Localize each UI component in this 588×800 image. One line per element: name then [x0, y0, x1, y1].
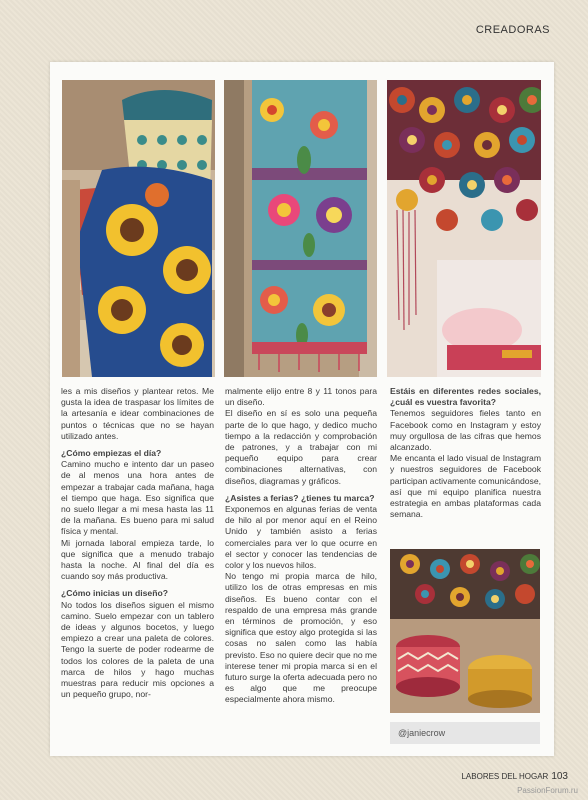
col2-paragraph-3: Exponemos en algunas ferias de venta de hilo al por menor aquí en el Reino Unido y también asisto a ferias comerciales para ver lo que ocurre en el sector y conocer las tendencias de color y los nuevos hilos.: [225, 504, 377, 571]
column-2: [225, 386, 377, 712]
col3-paragraph-1: Tenemos seguidores fieles tanto en Facebook como en Instagram y estoy muy orgullosa de las cifras que hemos alcanzado.: [390, 408, 541, 453]
column-3: [390, 386, 541, 526]
col1-heading-1: ¿Cómo empiezas el día?: [61, 448, 162, 459]
col1-heading-2: ¿Cómo inicias un diseño?: [61, 588, 168, 599]
col2-paragraph-4: No tengo mi propia marca de hilo, utilizo los de otras empresas en mis diseños. Es bueno contar con el respaldo de una empresa más grande en términos de promoción, y eso significa que estoy algo protegida si las cosas no salen como las había previsto. Eso no quiere decir que no me interese tener mi propia marca si en el futuro surge la oferta adecuada pero no es algo que me preocupe especialmente ahora mismo.: [225, 571, 377, 705]
col1-paragraph-4: No todos los diseños siguen el mismo camino. Suelo empezar con un tablero de ideas y algunos bocetos, y luego empiezo a crear una paleta de colores. Tengo la suerte de poder rodearme de todos los colores de la paleta de una marca de hilos y hago muchas muestras para reducir mis opciones a un pequeño grupo, nor-: [61, 599, 214, 700]
col3-heading-1: Estáis en diferentes redes sociales, ¿cuál es vuestra favorita?: [390, 386, 541, 408]
col1-paragraph-2: Camino mucho e intento dar un paseo de al menos una hora antes de empezar a trabajar cada mañana, haga el tiempo que haga. Eso significa que no suelo llegar a mi mesa hasta las 11 de la mañana. Es bueno para mi salud física y mental.: [61, 459, 214, 537]
col2-heading-1: ¿Asistes a ferias? ¿tienes tu marca?: [225, 492, 375, 503]
col1-paragraph-1: les a mis diseños y plantear retos. Me gusta la idea de traspasar los límites de la artesanía e idear combinaciones de puntos o técnicas que no se hayan utilizado antes.: [61, 386, 214, 441]
page-footer: [461, 771, 568, 782]
photo-sunflower-blanket: [62, 80, 215, 377]
watermark: PassionForum.ru: [517, 786, 578, 795]
column-1: [61, 386, 214, 706]
photo-floral-blanket: [224, 80, 377, 377]
page-number: 103: [551, 771, 568, 782]
photo-cushions: [390, 549, 540, 713]
section-label: CREADORAS: [475, 24, 550, 36]
col3-paragraph-2: Me encanta el lado visual de Instagram y nuestros seguidores de Facebook participan activamente comunicándose, así que mi equipo planifica nuestra estrategia en ambas plataformas cada semana.: [390, 453, 541, 520]
photo-hexagon-shawls: [387, 80, 541, 377]
col2-paragraph-1: malmente elijo entre 8 y 11 tonos para un diseño.: [225, 386, 377, 408]
photo-caption-handle: @janiecrow: [390, 722, 540, 744]
col1-paragraph-3: Mi jornada laboral empieza tarde, lo que significa que a menudo trabajo hasta la noche. Al final del día es cuando soy más productiva.: [61, 537, 214, 582]
col2-paragraph-2: El diseño en sí es solo una pequeña parte de lo que hago, y dedico mucho tiempo a la redacción y comprobación de patrones, y a trabajar con mi pequeño equipo para crear combinaciones alternativas, con diseños, diagramas y gráficos.: [225, 408, 377, 486]
magazine-name: LABORES DEL HOGAR: [461, 772, 549, 781]
